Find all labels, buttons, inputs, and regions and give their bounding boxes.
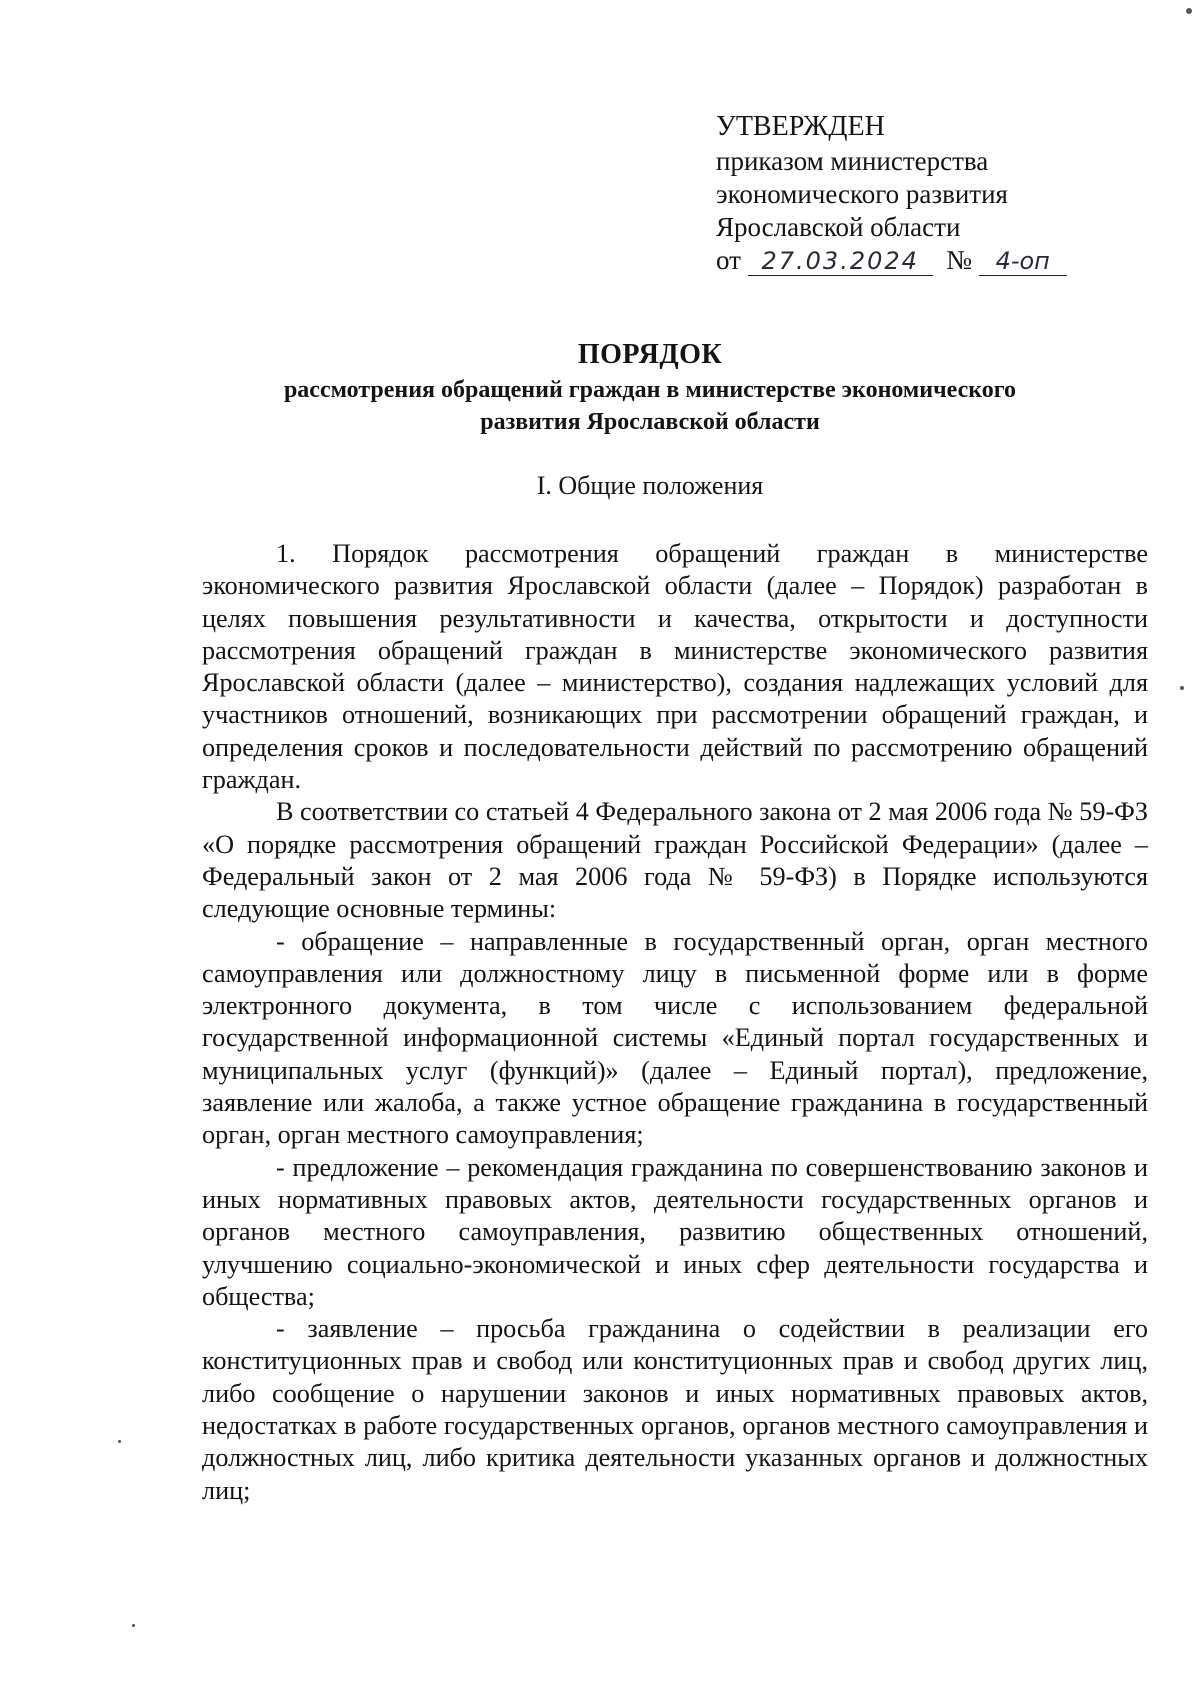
scan-artifact-dot: [118, 1440, 121, 1443]
approval-date-line: [716, 244, 1136, 277]
approval-block: [716, 110, 1136, 277]
paragraph-term-statement: - заявление – просьба гражданина о содействии в реализации его конституционных прав и свобод или конституционных прав и свобод других лиц, либо сообщение о нарушении законов и иных нормативных правовых актов, недостатках в работе государственных органов, органов местного самоуправления и должностных лиц, либо критика деятельности указанных органов и должностных лиц;: [202, 1314, 1148, 1505]
approval-line-order: приказом министерства: [716, 146, 989, 176]
scan-artifact-dot: [1180, 686, 1184, 690]
title-block: [150, 336, 1150, 438]
approval-heading: УТВЕРЖДЕН: [716, 111, 885, 142]
section-heading: I. Общие положения: [536, 471, 764, 500]
handwritten-number: 4-оп: [979, 247, 1067, 276]
date-prefix: от: [716, 245, 741, 275]
paragraph-purpose: 1. Порядок рассмотрения обращений граждан в министерстве экономического развития Ярославской области (далее – Порядок) разработан в целях повышения результативности и качества, открытости и доступности рассмотрения обращений граждан в министерстве экономического развития Ярославской области (далее – министерство), создания надлежащих условий для участников отношений, возникающих при рассмотрении обращений граждан, и определения сроков и последовательности действий по рассмотрению обращений граждан.: [202, 539, 1148, 795]
document-subtitle-line-1: рассмотрения обращений граждан в министерстве экономического: [283, 377, 1017, 403]
paragraph-terms-intro: В соответствии со статьей 4 Федерального закона от 2 мая 2006 года № 59-ФЗ «О порядке рассмотрения обращений граждан Российской Федерации» (далее – Федеральный закон от 2 мая 2006 года № 59-ФЗ) в Порядке используются следующие основные термины:: [202, 797, 1148, 924]
number-prefix: №: [946, 245, 972, 275]
handwritten-date: 27.03.2024: [748, 247, 933, 276]
document-body: [202, 538, 1148, 1507]
scan-artifact-dot: [132, 1624, 135, 1627]
scan-artifact-dot: [1186, 8, 1192, 14]
paragraph-term-appeal: - обращение – направленные в государственный орган, орган местного самоуправления или должностному лицу в письменной форме или в форме электронного документа, в том числе с использованием федеральной государственной информационной системы «Единый портал государственных и муниципальных услуг (функций)» (далее – Единый портал), предложение, заявление или жалоба, а также устное обращение гражданина в государственный орган, орган местного самоуправления;: [202, 926, 1148, 1150]
approval-line-ministry: экономического развития: [716, 179, 1008, 209]
paragraph-term-proposal: - предложение – рекомендация гражданина по совершенствованию законов и иных нормативных правовых актов, деятельности государственных органов и органов местного самоуправления, развитию общественных отношений, улучшению социально-экономической и иных сфер деятельности государства и общества;: [202, 1152, 1148, 1311]
approval-line-region: Ярославской области: [716, 212, 961, 242]
document-title: ПОРЯДОК: [577, 339, 723, 370]
document-subtitle: [220, 374, 1080, 438]
document-subtitle-line-2: развития Ярославской области: [480, 409, 820, 435]
